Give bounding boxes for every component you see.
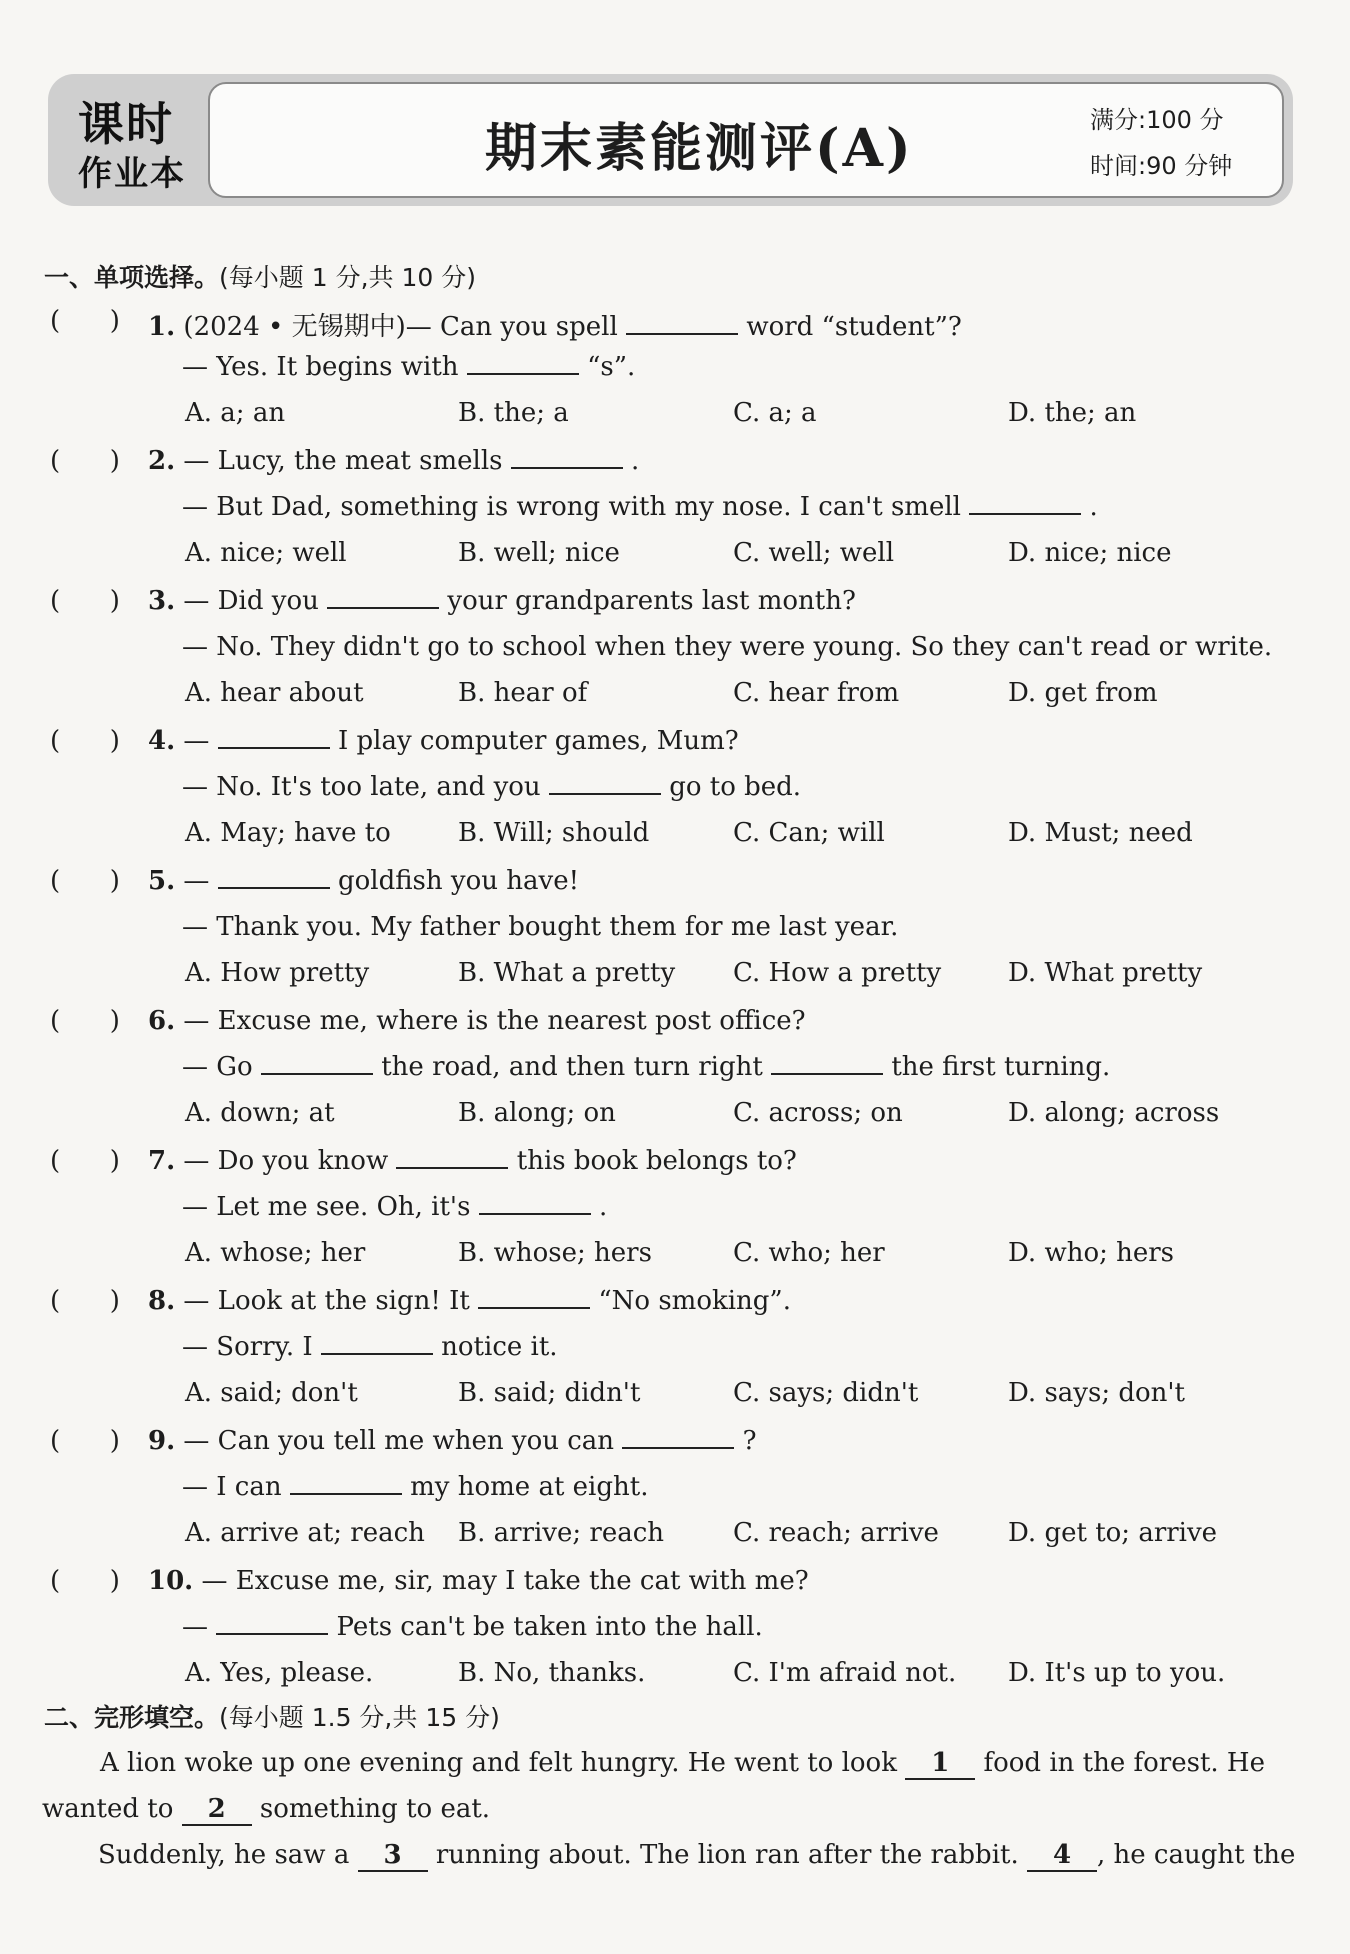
- passage-text: food in the forest. He: [983, 1748, 1265, 1778]
- response-text: notice it.: [441, 1332, 558, 1362]
- question-text: (2024 • 无锡期中)— Can you spell: [183, 312, 618, 342]
- question-text: goldfish you have!: [337, 866, 580, 896]
- question-text: — Excuse me, sir, may I take the cat with me?: [201, 1566, 809, 1596]
- answer-blank[interactable]: [327, 587, 439, 609]
- section1-note: (每小题 1 分,共 10 分): [219, 263, 476, 292]
- answer-bracket[interactable]: ( ): [50, 446, 120, 476]
- passage-line-3: [98, 1840, 1295, 1872]
- section1-heading: [44, 258, 476, 294]
- answer-blank[interactable]: [321, 1333, 433, 1355]
- answer-blank[interactable]: [396, 1147, 508, 1169]
- question-3-line2: [182, 632, 1272, 662]
- option-c[interactable]: C. reach; arrive: [733, 1518, 939, 1548]
- section1-title: 一、单项选择。: [44, 263, 220, 292]
- response-text: — But Dad, something is wrong with my nose. I can't smell: [182, 492, 961, 522]
- option-d[interactable]: D. It's up to you.: [1008, 1658, 1226, 1688]
- option-a[interactable]: A. May; have to: [185, 818, 391, 848]
- option-b[interactable]: B. along; on: [458, 1098, 616, 1128]
- response-text: — Sorry. I: [182, 1332, 313, 1362]
- answer-bracket[interactable]: ( ): [50, 1286, 120, 1316]
- answer-blank[interactable]: [771, 1053, 883, 1075]
- question-1-line1: [148, 306, 962, 343]
- option-b[interactable]: B. What a pretty: [458, 958, 676, 988]
- section2-heading: [44, 1698, 500, 1734]
- answer-bracket[interactable]: ( ): [50, 1426, 120, 1456]
- section2-note: (每小题 1.5 分,共 15 分): [219, 1703, 500, 1732]
- response-text: — I can: [182, 1472, 282, 1502]
- passage-text: running about. The lion ran after the rabbit.: [435, 1840, 1019, 1870]
- option-b[interactable]: B. Will; should: [458, 818, 650, 848]
- logo-line1: 课时: [78, 97, 174, 151]
- answer-blank[interactable]: [218, 727, 330, 749]
- answer-blank[interactable]: [622, 1427, 734, 1449]
- response-text: — Let me see. Oh, it's: [182, 1192, 471, 1222]
- question-7-line1: [148, 1146, 797, 1176]
- question-number: 5.: [148, 866, 176, 896]
- question-text: I play computer games, Mum?: [337, 726, 739, 756]
- option-d[interactable]: D. get to; arrive: [1008, 1518, 1218, 1548]
- passage-text: Suddenly, he saw a: [98, 1840, 350, 1870]
- question-number: 1.: [148, 312, 176, 342]
- question-number: 4.: [148, 726, 176, 756]
- question-text: this book belongs to?: [516, 1146, 797, 1176]
- response-text: .: [1089, 492, 1098, 522]
- answer-blank[interactable]: [479, 1193, 591, 1215]
- cloze-blank-3[interactable]: 3: [358, 1840, 428, 1872]
- question-number: 7.: [148, 1146, 176, 1176]
- response-text: —: [182, 1612, 208, 1642]
- question-text: — Excuse me, where is the nearest post office?: [183, 1006, 806, 1036]
- question-9-line1: [148, 1426, 757, 1456]
- time-label: 时间:90 分钟: [1090, 152, 1233, 180]
- cloze-blank-2[interactable]: 2: [182, 1794, 252, 1826]
- response-text: — Yes. It begins with: [182, 352, 459, 382]
- option-d[interactable]: D. says; don't: [1008, 1378, 1185, 1408]
- option-c[interactable]: C. well; well: [733, 538, 895, 568]
- answer-blank[interactable]: [549, 773, 661, 795]
- question-text: ?: [742, 1426, 757, 1456]
- answer-blank[interactable]: [218, 867, 330, 889]
- option-c[interactable]: C. across; on: [733, 1098, 903, 1128]
- title-box: [208, 82, 1284, 198]
- passage-text: , he caught the: [1097, 1840, 1296, 1870]
- question-text: — Did you: [183, 586, 319, 616]
- question-number: 8.: [148, 1286, 176, 1316]
- question-2-line1: [148, 446, 639, 476]
- question-text: —: [183, 726, 210, 756]
- cloze-blank-1[interactable]: 1: [905, 1748, 975, 1780]
- option-d[interactable]: D. Must; need: [1008, 818, 1193, 848]
- question-6-line2: [182, 1052, 1110, 1082]
- question-text: — Do you know: [183, 1146, 389, 1176]
- logo: [68, 88, 228, 192]
- option-c[interactable]: C. Can; will: [733, 818, 885, 848]
- question-text: your grandparents last month?: [447, 586, 856, 616]
- question-text: — Can you tell me when you can: [183, 1426, 615, 1456]
- logo-line2: 作业本: [78, 154, 186, 194]
- header-banner: [48, 74, 1293, 206]
- response-text: — Go: [182, 1052, 253, 1082]
- question-2-line2: [182, 492, 1098, 522]
- option-d[interactable]: D. get from: [1008, 678, 1158, 708]
- question-8-line2: [182, 1332, 558, 1362]
- option-a[interactable]: A. arrive at; reach: [185, 1518, 425, 1548]
- section2-title: 二、完形填空。: [44, 1703, 220, 1732]
- answer-blank[interactable]: [290, 1473, 402, 1495]
- answer-blank[interactable]: [626, 313, 738, 335]
- option-c[interactable]: C. who; her: [733, 1238, 885, 1268]
- question-3-line1: [148, 586, 856, 616]
- option-a[interactable]: A. down; at: [185, 1098, 335, 1128]
- option-b[interactable]: B. well; nice: [458, 538, 620, 568]
- option-a[interactable]: A. whose; her: [185, 1238, 366, 1268]
- option-c[interactable]: C. hear from: [733, 678, 900, 708]
- question-4-line1: [148, 726, 739, 756]
- response-text: the road, and then turn right: [381, 1052, 763, 1082]
- option-b[interactable]: B. No, thanks.: [458, 1658, 646, 1688]
- passage-text: A lion woke up one evening and felt hungry. He went to look: [100, 1748, 897, 1778]
- answer-blank[interactable]: [216, 1613, 328, 1635]
- answer-bracket[interactable]: ( ): [50, 1146, 120, 1176]
- response-text: go to bed.: [669, 772, 802, 802]
- question-6-line1: [148, 1006, 806, 1036]
- answer-bracket[interactable]: ( ): [50, 306, 120, 336]
- option-a[interactable]: A. a; an: [185, 398, 286, 428]
- question-1-line2: [182, 352, 635, 382]
- option-c[interactable]: C. How a pretty: [733, 958, 942, 988]
- question-8-line1: [148, 1286, 791, 1316]
- question-number: 9.: [148, 1426, 176, 1456]
- question-text: .: [631, 446, 640, 476]
- question-10-line1: [148, 1566, 809, 1596]
- question-9-line2: [182, 1472, 648, 1502]
- answer-blank[interactable]: [969, 493, 1081, 515]
- option-c[interactable]: C. I'm afraid not.: [733, 1658, 957, 1688]
- response-text: my home at eight.: [410, 1472, 649, 1502]
- passage-line-2: [42, 1794, 490, 1826]
- answer-blank[interactable]: [511, 447, 623, 469]
- option-d[interactable]: D. who; hers: [1008, 1238, 1175, 1268]
- question-4-line2: [182, 772, 801, 802]
- response-text: — No. It's too late, and you: [182, 772, 541, 802]
- option-b[interactable]: B. the; a: [458, 398, 569, 428]
- cloze-blank-4[interactable]: 4: [1027, 1840, 1097, 1872]
- option-b[interactable]: B. said; didn't: [458, 1378, 641, 1408]
- question-number: 10.: [148, 1566, 194, 1596]
- option-d[interactable]: D. nice; nice: [1008, 538, 1172, 568]
- option-a[interactable]: A. hear about: [185, 678, 364, 708]
- passage-line-1: [100, 1748, 1265, 1780]
- answer-blank[interactable]: [478, 1287, 590, 1309]
- option-b[interactable]: B. hear of: [458, 678, 588, 708]
- option-a[interactable]: A. nice; well: [185, 538, 347, 568]
- question-text: — Look at the sign! It: [183, 1286, 470, 1316]
- question-10-line2: [182, 1612, 763, 1642]
- option-a[interactable]: A. said; don't: [185, 1378, 358, 1408]
- option-c[interactable]: C. says; didn't: [733, 1378, 919, 1408]
- passage-text: something to eat.: [259, 1794, 491, 1824]
- response-text: “s”.: [587, 352, 636, 382]
- option-d[interactable]: D. along; across: [1008, 1098, 1220, 1128]
- answer-bracket[interactable]: ( ): [50, 866, 120, 896]
- answer-bracket[interactable]: ( ): [50, 1006, 120, 1036]
- answer-blank[interactable]: [261, 1053, 373, 1075]
- option-d[interactable]: D. the; an: [1008, 398, 1137, 428]
- question-text: — Lucy, the meat smells: [183, 446, 503, 476]
- question-text: word “student”?: [746, 312, 962, 342]
- response-text: .: [598, 1192, 608, 1222]
- answer-bracket[interactable]: ( ): [50, 586, 120, 616]
- option-b[interactable]: B. arrive; reach: [458, 1518, 665, 1548]
- response-text: — No. They didn't go to school when they were young. So they can't read or write.: [182, 632, 1273, 662]
- response-text: the first turning.: [891, 1052, 1111, 1082]
- option-d[interactable]: D. What pretty: [1008, 958, 1203, 988]
- question-5-line1: [148, 866, 579, 896]
- response-text: — Thank you. My father bought them for me last year.: [182, 912, 899, 942]
- page-title: 期末素能测评(A): [485, 118, 914, 179]
- score-label: 满分:100 分: [1090, 106, 1224, 134]
- answer-bracket[interactable]: ( ): [50, 726, 120, 756]
- question-number: 2.: [148, 446, 176, 476]
- question-text: “No smoking”.: [598, 1286, 791, 1316]
- question-5-line2: [182, 912, 898, 942]
- question-text: —: [183, 866, 210, 896]
- answer-blank[interactable]: [467, 353, 579, 375]
- option-b[interactable]: B. whose; hers: [458, 1238, 652, 1268]
- option-a[interactable]: A. How pretty: [185, 958, 370, 988]
- question-number: 6.: [148, 1006, 176, 1036]
- answer-bracket[interactable]: ( ): [50, 1566, 120, 1596]
- option-a[interactable]: A. Yes, please.: [185, 1658, 374, 1688]
- option-c[interactable]: C. a; a: [733, 398, 817, 428]
- question-7-line2: [182, 1192, 607, 1222]
- question-number: 3.: [148, 586, 176, 616]
- passage-text: wanted to: [42, 1794, 174, 1824]
- response-text: Pets can't be taken into the hall.: [336, 1612, 763, 1642]
